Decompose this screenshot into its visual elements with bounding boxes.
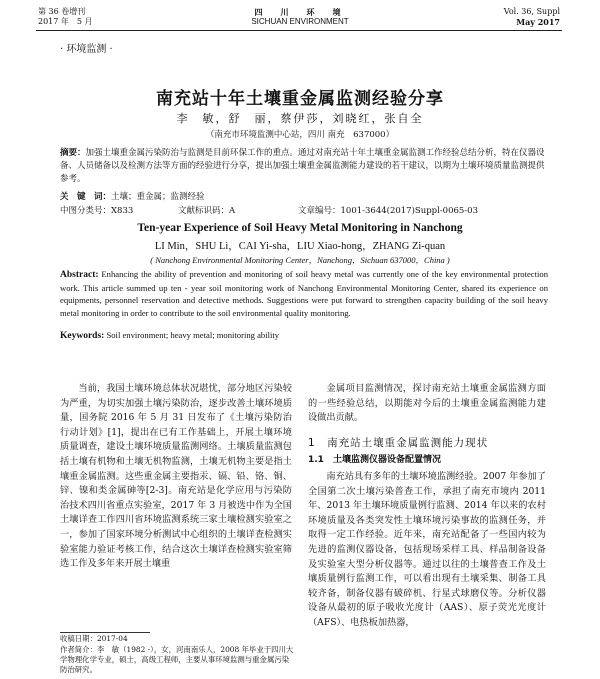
keywords-cn-text: 土壤；重金属；监测经验	[111, 192, 205, 202]
footnote-author-bio: 作者简介：李 敏（1982 -），女，河南南乐人，2008 年毕业于四川大学物理化学专业，硕士，高级工程师，主要从事环境监测与重金属污染防治研究。	[60, 645, 294, 674]
volume-label: Vol. 36, Suppl	[503, 7, 560, 16]
authors-cn: 李 敏，舒 丽，蔡伊莎，刘晓红，张自全	[176, 112, 424, 125]
abstract-en	[60, 268, 548, 319]
abstract-cn-text: 加强土壤重金属污染防治与监测是目前环保工作的重点。通过对南充站十年土壤重金属监测工作经验总结分析，特在仪器设备、人员储备以及检测方法等方面的经验进行分享，提出加强土壤重金属监测能力建设的若干建议，以期为土壤环境质量监测提供参考。	[60, 148, 545, 184]
header-rule	[36, 30, 562, 31]
paper-title-cn: 南充站十年土壤重金属监测经验分享	[156, 89, 444, 109]
keywords-cn-label: 关 键 词：	[60, 192, 112, 202]
issue-date: 2017 年 5 月	[38, 17, 93, 26]
abstract-cn	[60, 147, 548, 186]
body-right-column	[308, 382, 546, 631]
body-paragraph: 金属项目监测情况，探讨南充站土壤重金属监测方面的一些经验总结，以期能对今后的土壤重金属监测能力建设做出贡献。	[308, 383, 546, 424]
abstract-en-label: Abstract:	[60, 270, 99, 280]
issue-label: 第 36 卷增刊	[38, 7, 86, 16]
section-heading: 1 南充站土壤重金属监测能力现状	[308, 436, 489, 449]
body-left-column	[60, 382, 292, 572]
journal-name-cn: 四 川 环 境	[254, 7, 346, 17]
running-header	[0, 4, 600, 32]
document-code: 文献标识码：A	[178, 206, 236, 216]
keywords-en-label: Keywords:	[60, 331, 105, 341]
body-paragraph: 当前，我国土壤环境总体状况堪忧，部分地区污染较为严重，为切实加强土壤污染防治，逐步改善土壤环境质量，国务院 2016 年 5 月 31 日发布了《土壤污染防治行动计划》[1]，提出在已有工作基础上，开展土壤环境质量调查，建设土壤环境质量监测网络。土壤质量监测包括土壤有机物和土壤无机物监测，土壤无机物主要是指土壤重金属监测。这些重金属主要指汞、镉、铅、铬、铜、锌、镍和类金属砷等[2-3]。南充站是化学应用与污染防治技术四川省重点实验室，2017 年 3 月被选中作为全国土壤详查工作四川省环境监测系统三家土壤检测实验室之一，参加了国家环境分析测试中心组织的土壤详查检测实验室能力验证考核工作，结合这次土壤详查检测实验室筛选工作及多年来开展土壤重	[60, 383, 292, 570]
authors-en: LI Min，SHU Li，CAI Yi-sha，LIU Xiao-hong，ZHANG Zi-quan	[154, 241, 446, 252]
article-number: 文章编号：1001-3644(2017)Suppl-0065-03	[298, 206, 478, 216]
journal-name-en: SICHUAN ENVIRONMENT	[251, 17, 349, 26]
keywords-cn	[60, 190, 205, 202]
paper-title-en: Ten-year Experience of Soil Heavy Metal Monitoring in Nanchong	[137, 222, 463, 234]
clc-number: 中图分类号：X833	[60, 206, 134, 216]
volume-date: May 2017	[516, 17, 560, 27]
footnote-received: 收稿日期：2017-04	[60, 634, 128, 643]
footnote-rule	[60, 632, 150, 633]
keywords-en	[60, 330, 279, 341]
section-tag: · 环境监测 ·	[60, 44, 113, 55]
keywords-en-text: Soil environment; heavy metal; monitoring ability	[104, 330, 280, 340]
affiliation-cn: （南充市环境监测中心站，四川 南充 637000）	[205, 130, 395, 140]
affiliation-en: ( Nanchong Environmental Monitoring Center，Nanchong，Sichuan 637000，China )	[150, 255, 450, 265]
abstract-cn-label: 摘要：	[60, 148, 86, 158]
subsection-heading: 1.1 土壤监测仪器设备配置情况	[308, 455, 441, 466]
body-paragraph: 南充站具有多年的土壤环境监测经验。2007 年参加了全国第二次土壤污染普查工作，承担了南充市境内 2011 年、2013 年土壤环境质量例行监测、2014 年以来的农村环境质量及各类突发性土壤环境污染事故的监测任务，并取得一定工作经验。近年来，南充站配备了一些国内较为先进的监测仪器设备，包括现场采样工具、样品制备设备及实验室大型分析仪器等。通过以往的土壤普查工作及土壤质量例行监测工作，可以看出现有土壤采集、制备工具较齐备，制备仪器有破碎机、行星式球磨仪等。分析仪器设备从最初的原子吸收光度计（AAS）、原子荧光光度计（AFS）、电热板加热器，	[308, 470, 546, 628]
abstract-en-text: Enhancing the ability of prevention and monitoring of soil heavy metal was currently one of the key environmental protection work. This article summed up ten - year soil monitoring work of Nanchong Environmental Monitoring Center, shared its experience on equipments, personnel reservation and detective methods. Suggestions were put forward to strengthen capacity building of the soil heavy metal monitoring in order to contribute to the soil environmental quality monitoring.	[60, 269, 548, 318]
